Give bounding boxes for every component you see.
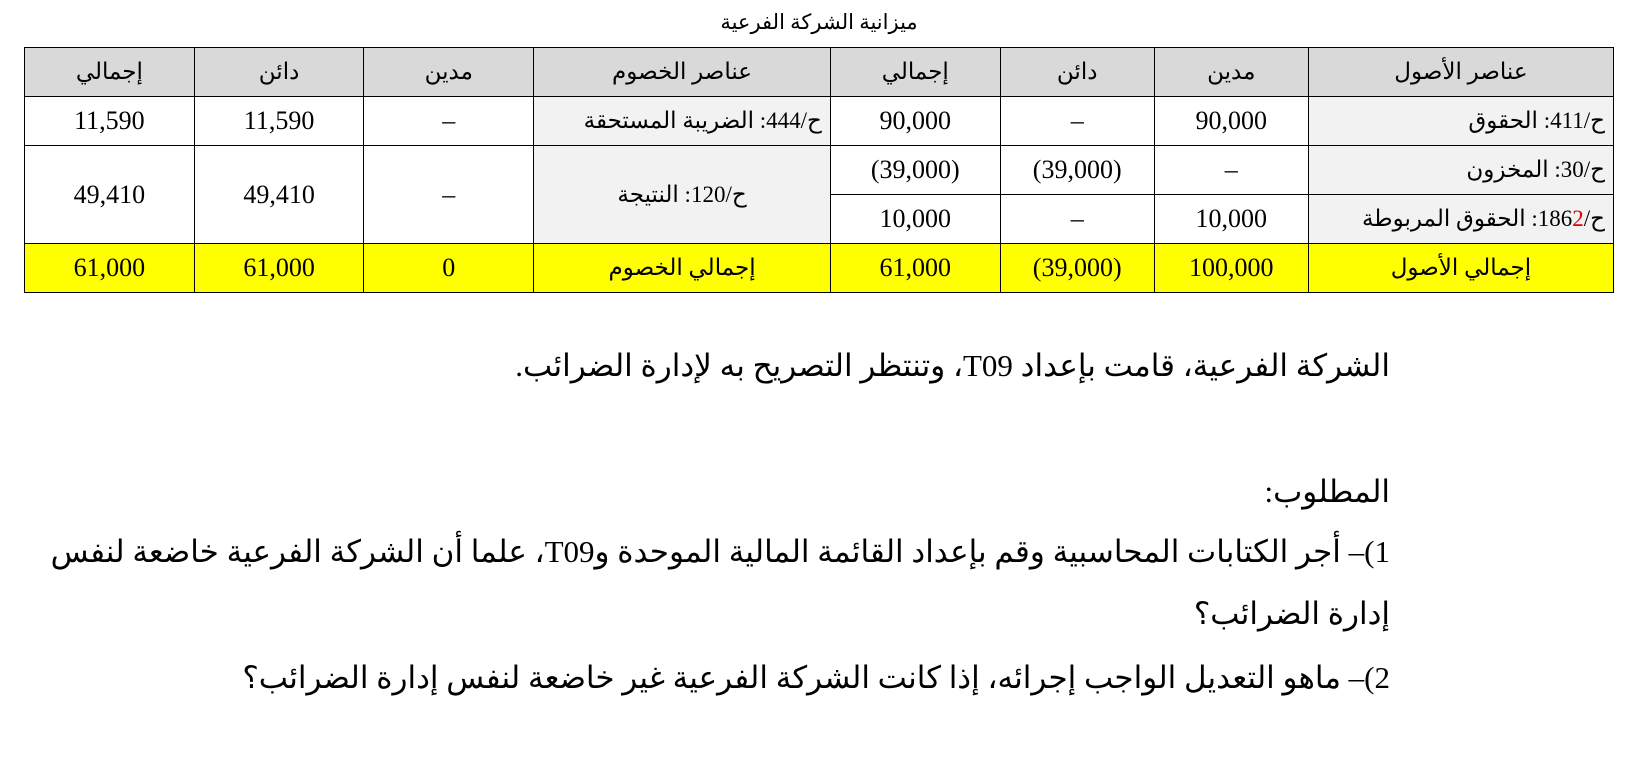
liability-credit-cell: 49,410 — [194, 146, 364, 244]
assets-total-sum: 61,000 — [830, 244, 1000, 293]
asset-total-cell: (39,000) — [830, 146, 1000, 195]
liabilities-credit-sum: 61,000 — [194, 244, 364, 293]
liabilities-total-label: إجمالي الخصوم — [534, 244, 831, 293]
header-liabilities-credit: دائن — [194, 48, 364, 97]
asset-debit-cell: 10,000 — [1154, 195, 1308, 244]
statement-paragraph: الشركة الفرعية، قامت بإعداد T09، وتنتظر التصريح به لإدارة الضرائب. — [515, 348, 1390, 383]
table-header-row — [25, 48, 1614, 97]
header-assets: عناصر الأصول — [1308, 48, 1613, 97]
asset-label-prefix: ح/186 — [1537, 206, 1605, 231]
liabilities-debit-sum: 0 — [364, 244, 534, 293]
liability-debit-cell: – — [364, 146, 534, 244]
header-liabilities-total: إجمالي — [25, 48, 195, 97]
liability-label-cell: ح/444: الضريبة المستحقة — [534, 97, 831, 146]
asset-total-cell: 10,000 — [830, 195, 1000, 244]
table-row — [25, 146, 1614, 195]
assets-debit-sum: 100,000 — [1154, 244, 1308, 293]
liabilities-total-sum: 61,000 — [25, 244, 195, 293]
liability-debit-cell: – — [364, 97, 534, 146]
header-liabilities: عناصر الخصوم — [534, 48, 831, 97]
table-title: ميزانية الشركة الفرعية — [720, 10, 918, 34]
asset-total-cell: 90,000 — [830, 97, 1000, 146]
question-2: 2)– ماهو التعديل الواجب إجرائه، إذا كانت الشركة الفرعية غير خاضعة لنفس إدارة الضرائب؟ — [242, 660, 1390, 695]
question-1-line-1: 1)– أجر الكتابات المحاسبية وقم بإعداد القائمة المالية الموحدة وT09، علما أن الشركة الفرعية خاضعة لنفس — [50, 534, 1390, 569]
required-heading: المطلوب: — [1264, 474, 1390, 509]
header-assets-credit: دائن — [1000, 48, 1154, 97]
asset-label-cell: ح/30: المخزون — [1308, 146, 1613, 195]
asset-label-suffix: : الحقوق المربوطة — [1361, 206, 1538, 231]
asset-credit-cell: – — [1000, 195, 1154, 244]
question-1-line-2: إدارة الضرائب؟ — [1193, 596, 1390, 631]
liability-total-cell: 11,590 — [25, 97, 195, 146]
header-assets-debit: مدين — [1154, 48, 1308, 97]
asset-label-cell — [1308, 195, 1613, 244]
asset-credit-cell: (39,000) — [1000, 146, 1154, 195]
assets-credit-sum: (39,000) — [1000, 244, 1154, 293]
asset-debit-cell: 90,000 — [1154, 97, 1308, 146]
totals-row — [25, 244, 1614, 293]
asset-label-cell: ح/411: الحقوق — [1308, 97, 1613, 146]
liability-total-cell: 49,410 — [25, 146, 195, 244]
assets-total-label: إجمالي الأصول — [1308, 244, 1613, 293]
liability-label-cell: ح/120: النتيجة — [534, 146, 831, 244]
asset-label-red-digit: 2 — [1572, 206, 1584, 231]
asset-debit-cell: – — [1154, 146, 1308, 195]
liability-credit-cell: 11,590 — [194, 97, 364, 146]
header-assets-total: إجمالي — [830, 48, 1000, 97]
asset-credit-cell: – — [1000, 97, 1154, 146]
header-liabilities-debit: مدين — [364, 48, 534, 97]
balance-sheet-table — [24, 47, 1614, 293]
table-row — [25, 97, 1614, 146]
